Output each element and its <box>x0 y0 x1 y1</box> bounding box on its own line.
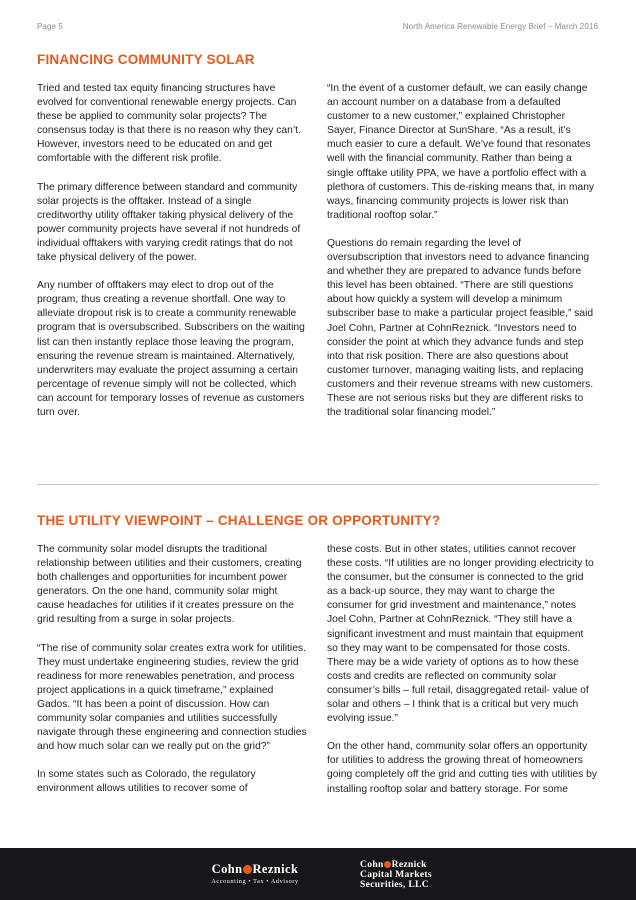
utility-right-column <box>327 543 597 811</box>
logo-text: Cohn <box>360 859 384 870</box>
logo-text: Reznick <box>252 862 299 876</box>
page-header <box>37 22 598 34</box>
paragraph: In some states such as Colorado, the regulatory environment allows utilities to recover some of <box>37 769 256 795</box>
publication-title: North America Renewable Energy Brief – March 2016 <box>402 22 598 31</box>
paragraph: Any number of offtakers may elect to drop out of the program, thus creating a revenue shortfall. One way to alleviate dropout risk is to create a community renewable program that is oversubscribed. Subscribers on the waiting list can then instantly replace those leaving the program, ensuring the revenue stream is maintained. Alternatively, underwriters may evaluate the project assuming a certain percentage of revenue simply will not be collected, which can account for temporary losses of revenue as customers turn over. <box>37 280 305 418</box>
cohnreznick-logo <box>196 862 314 885</box>
paragraph: Questions do remain regarding the level of oversubscription that investors need to advance financing and whether they are prepared to advance funds before this level has been obtained. “There are still questions about how quickly a system will develop a minimum subscriber base to make a particular project feasible,” said Joel Cohn, Partner at CohnReznick. “Investors need to consider the point at which they advance funds and step into that risk position. There are also questions about customer turnover, managing waiting lists, and replacing customers and their revenue streams with new customers. These are not serious risks but they are different risks to the traditional solar financing model.” <box>327 237 594 419</box>
paragraph: “The rise of community solar creates extra work for utilities. They must undertake engineering studies, review the grid readiness for more renewables penetration, and process project applications in a quick timeframe,” explained Gados. “It has been a point of discussion. How can community solar companies and utilities successfully navigate through these engineering and connection studies and how much solar can we really put on the grid?” <box>37 642 307 753</box>
section-heading-utility-viewpoint: THE UTILITY VIEWPOINT – CHALLENGE OR OPPORTUNITY? <box>37 513 441 528</box>
section-divider <box>37 484 598 485</box>
logo-tagline: Accounting • Tax • Advisory <box>211 878 299 885</box>
logo-mark-icon <box>384 861 391 868</box>
paragraph: The primary difference between standard and community solar projects is the offtaker. Instead of a single creditworthy utility offtaker taking physical delivery of the power community projects have several if not hundreds of individual offtakers with varying credit ratings that do not take physical delivery of the power. <box>37 181 301 264</box>
financing-left-column <box>37 82 307 434</box>
cohnreznick-capital-markets-logo <box>360 860 450 890</box>
page-number: Page 5 <box>37 22 63 31</box>
logo-mark-icon <box>243 865 252 874</box>
paragraph: these costs. But in other states, utilities cannot recover these costs. “If utilities are no longer providing electricity to the consumer, but the consumer is connected to the grid as a back-up source, they may want to charge the consumer for grid investment and maintenance,” notes Joel Cohn, Partner at CohnReznick. “They still have a significant investment and must maintain that equipment so they may want to be compensated for those costs. There may be a wide variety of options as to how these costs and credits are reflected on community solar consumer’s bills – full retail, disaggregated retail- value of solar and others – I think that is a critical but very much evolving issue.” <box>327 544 594 725</box>
logo-text: Cohn <box>211 862 243 876</box>
logo-text: Securities, LLC <box>360 879 429 890</box>
paragraph: The community solar model disrupts the traditional relationship between utilities and their customers, creating both challenges and opportunities for incumbent power generators. On the one hand, community solar might cause headaches for utilities if it creates pressure on the grid resulting from a surge in solar projects. <box>37 544 302 626</box>
logo-text: Capital Markets <box>360 869 432 880</box>
logo-text: Reznick <box>391 859 427 870</box>
utility-left-column <box>37 543 307 811</box>
section-heading-financing: FINANCING COMMUNITY SOLAR <box>37 52 255 67</box>
financing-right-column <box>327 82 597 434</box>
paragraph: “In the event of a customer default, we can easily change an account number on a database from a defaulted customer to a new customer,” explained Christopher Sayer, Finance Director at SunShare. “As a result, it’s much easier to cure a default. We’ve found that resonates well with the financial community. Rather than being a single offtake utility PPA, we have a portfolio effect with a plethora of customers. This de-risking means that, in many ways, financing community projects is lower risk than traditional rooftop solar.” <box>327 83 595 221</box>
paragraph: Tried and tested tax equity financing structures have evolved for conventional renewable energy projects. Can these be applied to community solar projects? The consensus today is that there is no reason why they can’t. However, investors need to be educated on and get comfortable with the different risk profile. <box>37 83 301 165</box>
page-footer <box>0 848 636 900</box>
paragraph: On the other hand, community solar offers an opportunity for utilities to address the growing threat of homeowners going completely off the grid and cutting ties with utilities by installing rooftop solar and battery storage. For some <box>327 741 597 795</box>
